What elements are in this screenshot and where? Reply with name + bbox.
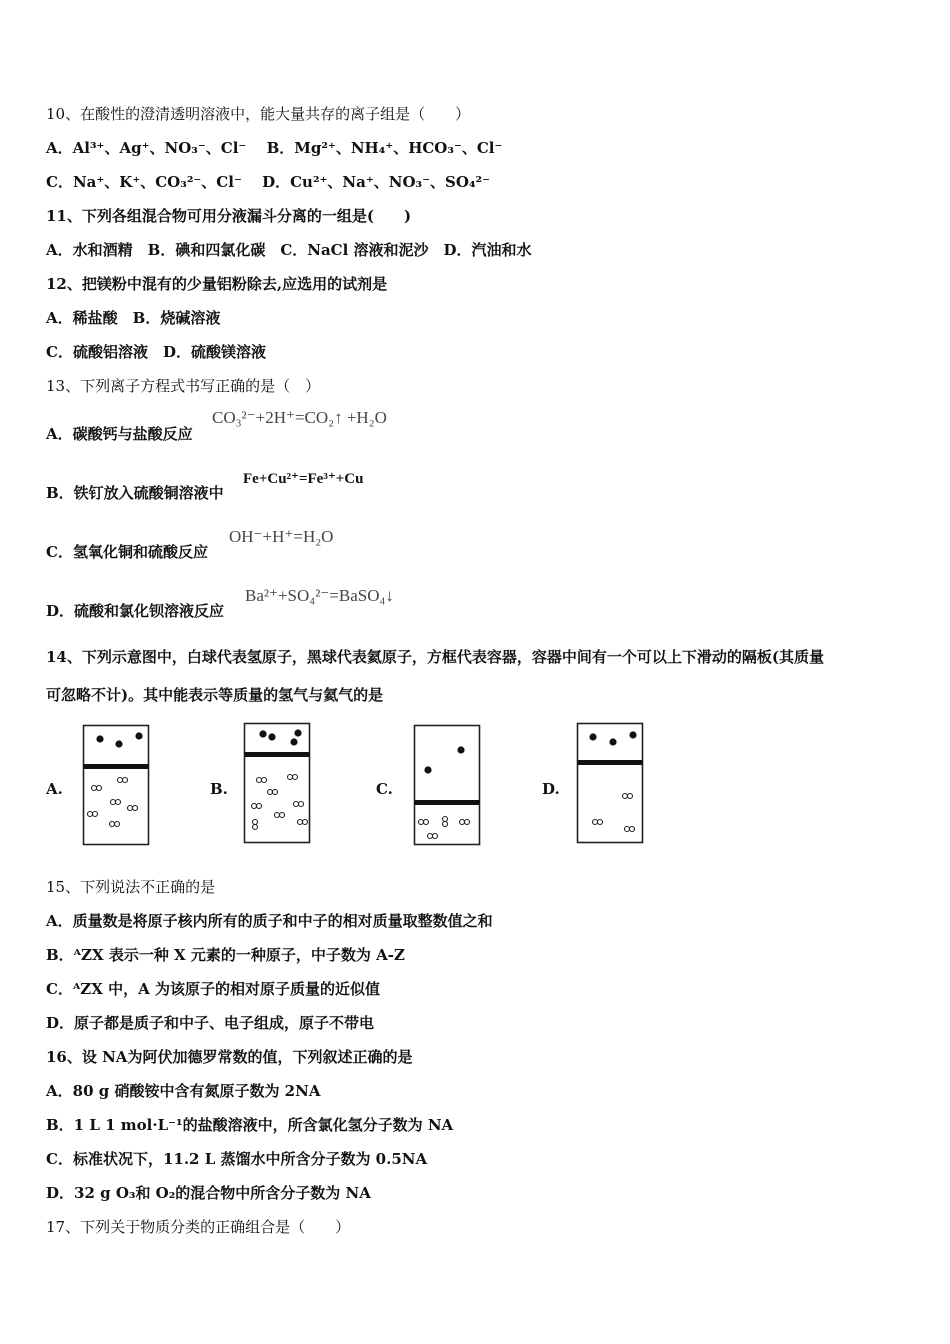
- q14-label-b: B.: [210, 780, 228, 798]
- q15-option-b: B．ᴬZX 表示一种 X 元素的一种原子，中子数为 A-Z: [46, 946, 405, 964]
- q10-stem: 10、在酸性的澄清透明溶液中，能大量共存的离子组是（ ）: [46, 105, 471, 123]
- q13-formula-b: Fe+Cu²⁺=Fe³⁺+Cu: [243, 471, 364, 487]
- q14-diagram-d: [576, 722, 644, 844]
- q14-label-a: A.: [46, 780, 63, 798]
- q13-formula-c: OH⁻+H⁺=H₂O: [229, 527, 334, 546]
- q13-option-b: B．铁钉放入硫酸铜溶液中: [46, 484, 224, 502]
- q12-options-cd: C．硫酸铝溶液 D．硫酸镁溶液: [46, 343, 266, 361]
- q13-option-d: D．硫酸和氯化钡溶液反应: [46, 602, 225, 620]
- q15-option-a: A．质量数是将原子核内所有的质子和中子的相对质量取整数值之和: [46, 912, 493, 930]
- q13-option-c: C．氢氧化铜和硫酸反应: [46, 543, 208, 561]
- q15-option-c: C．ᴬZX 中，A 为该原子的相对原子质量的近似值: [46, 980, 380, 998]
- q13-formula-d: Ba²⁺+SO₄²⁻=BaSO₄↓: [245, 586, 394, 605]
- q12-stem: 12、把镁粉中混有的少量铝粉除去,应选用的试剂是: [46, 275, 388, 293]
- q11-stem: 11、下列各组混合物可用分液漏斗分离的一组是( ): [46, 207, 412, 225]
- q14-stem-line1: 14、下列示意图中，白球代表氢原子，黑球代表氦原子，方框代表容器，容器中间有一个可以上下滑动的隔板(其质量: [46, 648, 824, 666]
- q13-stem: 13、下列离子方程式书写正确的是（ ）: [46, 377, 321, 395]
- q14-diagram-a: [82, 724, 150, 846]
- q14-diagram-c: [413, 724, 481, 846]
- q10-option-b: B．Mg²⁺、NH₄⁺、HCO₃⁻、Cl⁻: [266, 139, 503, 157]
- q15-stem: 15、下列说法不正确的是: [46, 878, 216, 896]
- q10-option-c: C．Na⁺、K⁺、CO₃²⁻、Cl⁻: [46, 173, 242, 191]
- q13-formula-a: CO₃²⁻+2H⁺=CO₂↑ +H₂O: [212, 408, 387, 427]
- q10-option-a: A．Al³⁺、Ag⁺、NO₃⁻、Cl⁻: [46, 139, 247, 157]
- q11-options: A．水和酒精 B．碘和四氯化碳 C．NaCl 溶液和泥沙 D．汽油和水: [46, 241, 532, 259]
- q17-stem: 17、下列关于物质分类的正确组合是（ ）: [46, 1218, 351, 1236]
- q16-option-a: A．80 g 硝酸铵中含有氮原子数为 2NA: [46, 1082, 321, 1100]
- q15-option-d: D．原子都是质子和中子、电子组成，原子不带电: [46, 1014, 375, 1032]
- q14-stem-line2: 可忽略不计)。其中能表示等质量的氢气与氦气的是: [46, 686, 384, 704]
- q13-option-a: A．碳酸钙与盐酸反应: [46, 425, 193, 443]
- q16-option-c: C．标准状况下，11.2 L 蒸馏水中所含分子数为 0.5NA: [46, 1150, 428, 1168]
- q10-options-cd: [46, 171, 490, 192]
- q14-label-c: C.: [376, 780, 393, 798]
- q16-option-b: B．1 L 1 mol·L⁻¹的盐酸溶液中，所含氯化氢分子数为 NA: [46, 1116, 454, 1134]
- q16-option-d: D．32 g O₃和 O₂的混合物中所含分子数为 NA: [46, 1184, 371, 1202]
- q10-option-d: D．Cu²⁺、Na⁺、NO₃⁻、SO₄²⁻: [262, 173, 491, 191]
- q12-options-ab: A．稀盐酸 B．烧碱溶液: [46, 309, 221, 327]
- q10-options-ab: [46, 137, 502, 158]
- q14-diagram-b: [243, 722, 311, 844]
- q16-stem: 16、设 NA为阿伏加德罗常数的值，下列叙述正确的是: [46, 1048, 413, 1066]
- q14-label-d: D.: [542, 780, 560, 798]
